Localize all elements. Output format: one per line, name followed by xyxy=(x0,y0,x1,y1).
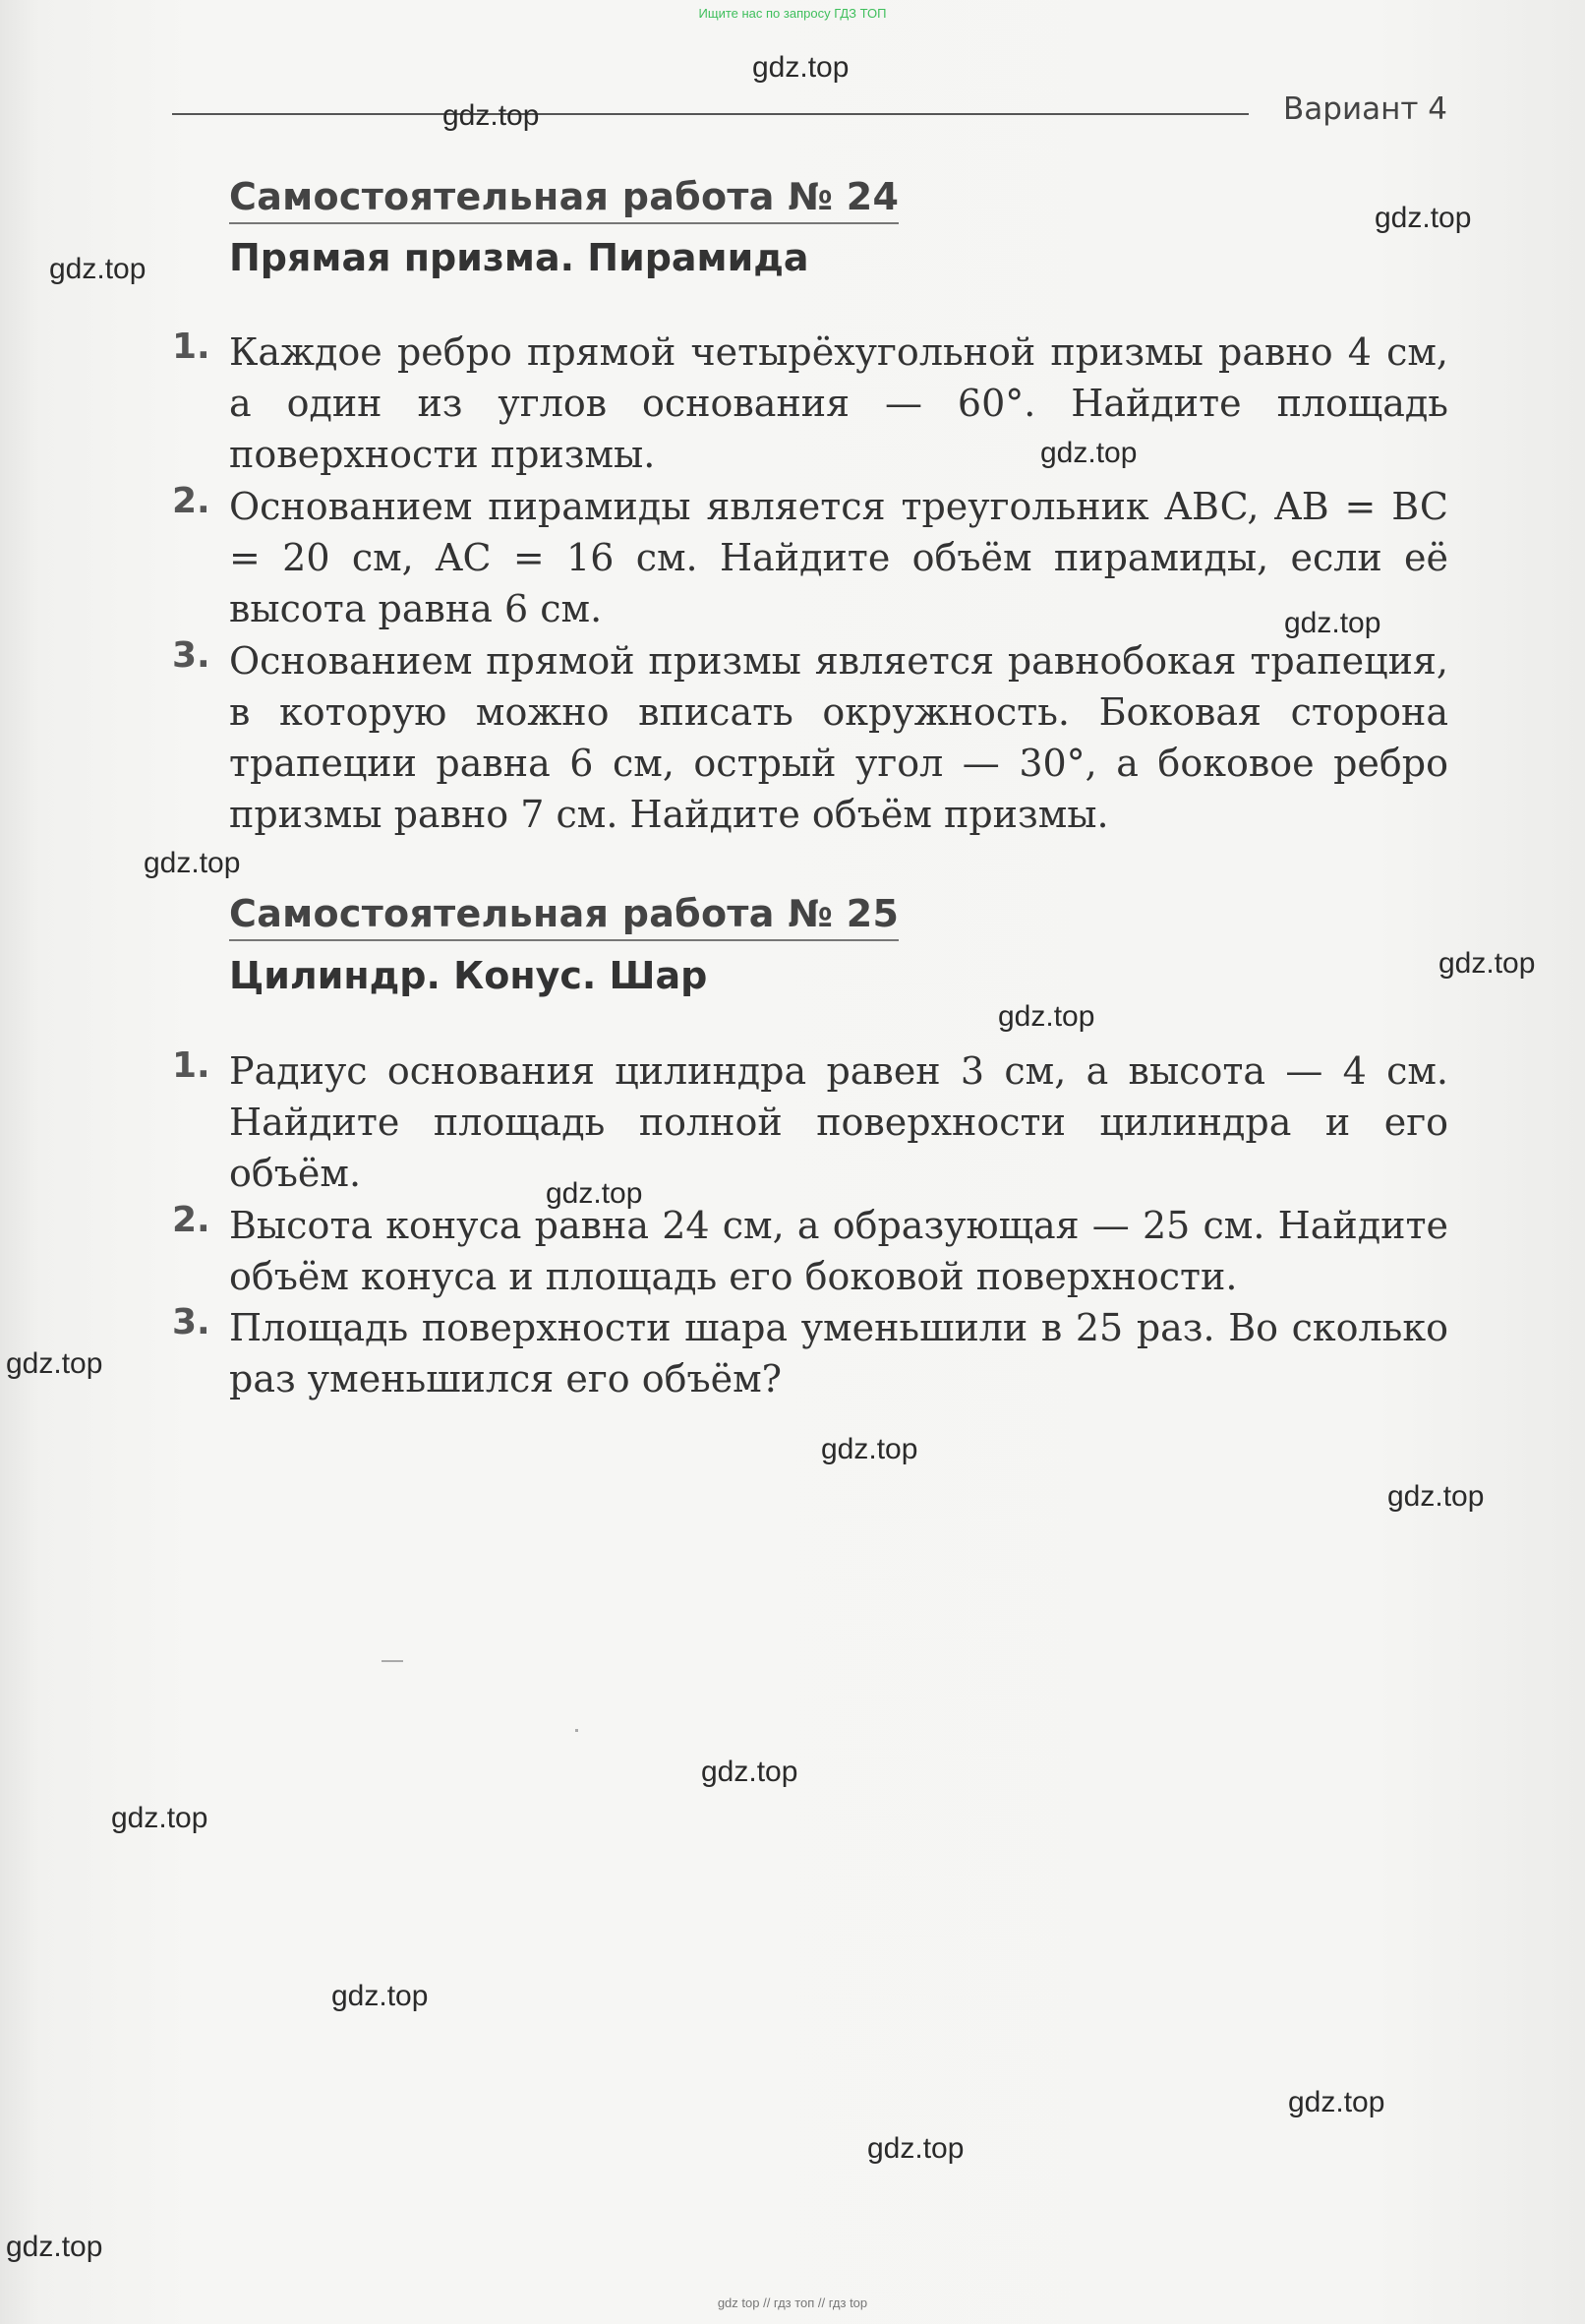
task-text: Площадь поверхности шара уменьшили в 25 раз. Во сколько раз уменьшился его объём? xyxy=(229,1306,1448,1400)
task-number: 2. xyxy=(172,481,210,521)
task-25-3 xyxy=(172,1302,1450,1404)
section-subtitle-25: Цилиндр. Конус. Шар xyxy=(229,954,708,997)
watermark: gdz.top xyxy=(1284,607,1381,639)
task-24-3 xyxy=(172,635,1450,840)
task-25-2 xyxy=(172,1200,1450,1302)
section-title-24: Самостоятельная работа № 24 xyxy=(229,175,899,224)
section-title-25: Самостоятельная работа № 25 xyxy=(229,892,899,941)
watermark: gdz.top xyxy=(998,1000,1095,1033)
task-text: Каждое ребро прямой четырёхугольной призмы равно 4 см, а один из углов основания — 60°. Найдите площадь поверхности призмы. xyxy=(229,330,1448,476)
task-text: Основанием пирамиды является треугольник ABC, AB = BC = 20 см, AC = 16 см. Найдите объём пирамиды, если её высота равна 6 см. xyxy=(229,485,1448,630)
watermark: gdz.top xyxy=(1040,437,1138,469)
watermark: gdz.top xyxy=(49,253,147,285)
watermark: gdz.top xyxy=(546,1177,643,1210)
watermark: gdz.top xyxy=(867,2132,965,2165)
task-text: Высота конуса равна 24 см, а образующая — 25 см. Найдите объём конуса и площадь его боковой поверхности. xyxy=(229,1204,1448,1298)
watermark: gdz.top xyxy=(752,51,850,84)
watermark: gdz.top xyxy=(6,1347,103,1380)
watermark: gdz.top xyxy=(821,1433,918,1465)
task-24-2 xyxy=(172,481,1450,634)
header-rule xyxy=(172,113,1249,115)
task-number: 2. xyxy=(172,1200,210,1240)
section-subtitle-24: Прямая призма. Пирамида xyxy=(229,236,809,279)
variant-label: Вариант 4 xyxy=(1283,91,1447,127)
scan-smudge xyxy=(382,1660,403,1662)
search-hint: Ищите нас по запросу ГДЗ ТОП xyxy=(698,6,887,21)
watermark: gdz.top xyxy=(1288,2086,1385,2118)
watermark: gdz.top xyxy=(111,1802,208,1834)
task-number: 1. xyxy=(172,1045,210,1086)
watermark: gdz.top xyxy=(1375,202,1472,234)
watermark: gdz.top xyxy=(331,1980,429,2012)
watermark: gdz.top xyxy=(144,847,241,879)
watermark: gdz.top xyxy=(1387,1480,1485,1513)
footer-note: gdz top // гдз топ // гдз top xyxy=(717,2295,868,2310)
watermark: gdz.top xyxy=(6,2231,103,2263)
watermark: gdz.top xyxy=(442,99,540,132)
scan-smudge xyxy=(575,1729,578,1732)
watermark: gdz.top xyxy=(701,1756,798,1788)
task-25-1 xyxy=(172,1045,1450,1199)
task-text: Основанием прямой призмы является равнобокая трапеция, в которую можно вписать окружность. Боковая сторона трапеции равна 6 см, острый угол — 30°, а боковое ребро призмы равно 7 см. Найдите объём призмы. xyxy=(229,639,1448,836)
task-24-1 xyxy=(172,327,1450,480)
watermark: gdz.top xyxy=(1438,947,1536,980)
task-number: 3. xyxy=(172,635,210,676)
task-number: 3. xyxy=(172,1302,210,1342)
task-number: 1. xyxy=(172,327,210,367)
task-text: Радиус основания цилиндра равен 3 см, а высота — 4 см. Найдите площадь полной поверхности цилиндра и его объём. xyxy=(229,1049,1448,1195)
